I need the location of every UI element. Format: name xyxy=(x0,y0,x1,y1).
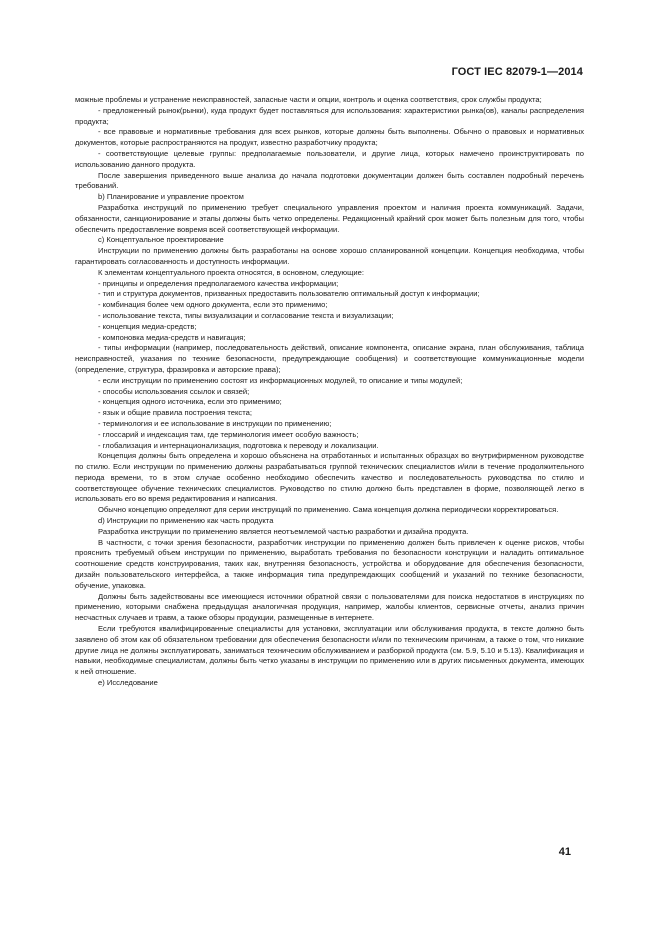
page-header-standard-code: ГОСТ IEC 82079-1—2014 xyxy=(451,66,583,78)
paragraph: Если требуются квалифицированные специалисты для установки, эксплуатации или обслуживания продукта, в тексте должно быть заявлено об этом как об обязательном требовании для обеспечения безопасности и/или по техническим причинам, а также о том, что никакие другие лица не должны эксплуатировать, заниматься техническим обслуживанием и разборкой продукта (см. 5.9, 5.10 и 5.13). Квалификация и навыки, необходимые специалистам, должны быть четко указаны в инструкции по применению или в других письменных документа, имеющих к ней отношение. xyxy=(75,624,584,677)
paragraph: b) Планирование и управление проектом xyxy=(98,192,244,202)
paragraph: В частности, с точки зрения безопасности, разработчик инструкции по применению должен быть привлечен к оценке рисков, чтобы прояснить требуемый объем инструкции по применению, выработать требования по безопасности конструкции и наладить оптимальное соотношение средств конструирования, таких как, внутренняя безопасность, устройства и оборудование для обеспечения безопасности, дизайн пользовательского интерфейса, а также информация типа предупреждающих сообщений и указаний по технике безопасности, обучение, упаковка. xyxy=(75,537,584,590)
paragraph: c) Концептуальное проектирование xyxy=(98,235,224,245)
paragraph: Инструкции по применению должны быть разработаны на основе хорошо спланированной концепции. Концепция необходима, чтобы гарантировать согласованность и доступность информации. xyxy=(75,246,584,266)
list-item: - принципы и определения предполагаемого качества информации; xyxy=(98,278,339,288)
paragraph: e) Исследование xyxy=(98,678,158,688)
list-item: - глоссарий и индексация там, где терминология имеет особую важность; xyxy=(98,429,359,439)
list-item: - тип и структура документов, призванных предоставить пользователю оптимальный доступ к информации; xyxy=(98,289,480,299)
list-item: - глобализация и интернационализация, подготовка к переводу и локализации. xyxy=(98,440,379,450)
paragraph: Разработка инструкций по применению требует специального управления проектом и наличия проекта коммуникаций. Задачи, обязанности, санкционирование и этапы должны быть четко определены. Редакционный крайний срок может быть полезным для того, чтобы обеспечить предоставление вовремя всей соответствующей информации. xyxy=(75,202,584,234)
list-item: - язык и общие правила построения текста; xyxy=(98,408,252,418)
list-item: - предложенный рынок(рынки), куда продукт будет поставляться для использования: характеристики рынка(ов), каналы распределения продукта; xyxy=(75,105,584,126)
paragraph: можные проблемы и устранение неисправностей, запасные части и опции, контроль и оценка соответствия, срок службы продукта; xyxy=(75,95,542,104)
list-item: - компоновка медиа-средств и навигация; xyxy=(98,332,246,342)
paragraph: Разработка инструкции по применению является неотъемлемой частью разработки и дизайна продукта. xyxy=(98,526,469,536)
list-item: - концепция одного источника, если это применимо; xyxy=(98,397,282,407)
paragraph: После завершения приведенного выше анализа до начала подготовки документации должен быть составлен подробный перечень требований. xyxy=(75,170,584,191)
list-item: - все правовые и нормативные требования для всех рынков, которые должны быть выполнены. Обычно о правовых и нормативных документов, которые распространяются на продукт, известно разработчику продукта; xyxy=(75,127,584,148)
list-item: - использование текста, типы визуализации и согласование текста и визуализации; xyxy=(98,310,394,320)
paragraph: Обычно концепцию определяют для серии инструкций по применению. Сама концепция должна периодически корректироваться. xyxy=(98,505,559,515)
list-item: - если инструкции по применению состоят из информационных модулей, то описание и типы модулей; xyxy=(98,375,463,385)
paragraph: d) Инструкции по применению как часть продукта xyxy=(98,516,274,526)
paragraph: Концепция должны быть определена и хорошо объяснена на отработанных и испытанных образцах во внутрифирменном руководстве по стилю. Если инструкции по применению должны разрабатываться группой технических специалистов и/или в течение продолжительного периода времени, то в этом случае особенно необходимо обеспечить качество и последовательность руководства по стилю и соответствующее обучение технических специалистов. Руководство по стилю должно быть представлен в форме, позволяющей легко в использовать его во время редактирования и написания. xyxy=(75,451,584,504)
list-item: - соответствующие целевые группы: предполагаемые пользователи, и другие лица, которых намечено проинструктировать по использованию данного продукта. xyxy=(75,148,584,169)
list-item: - комбинация более чем одного документа, если это применимо; xyxy=(98,300,328,310)
list-item: - типы информации (например, последовательность действий, описание компонента, описание экрана, план обслуживания, таблица неисправностей, указания по технике безопасности, предупреждающие сообщения) и соответствующие коммуникационные модели (определение, структура, фразировка и авторские права); xyxy=(75,343,584,374)
page-number: 41 xyxy=(558,846,571,858)
list-item: - способы использования ссылок и связей; xyxy=(98,386,250,396)
paragraph: К элементам концептуального проекта относятся, в основном, следующие: xyxy=(98,267,364,277)
paragraph: Должны быть задействованы все имеющиеся источники обратной связи с пользователями для поиска недостатков в инструкциях по применению, которыми снабжена предыдущая аналогичная продукция, например, жалобы клиентов, сервисные отчеты, анализ причин несчастных случаев и травм, а также обзоры продукции, размещенные в интернете. xyxy=(75,591,584,623)
list-item: - концепция медиа-средств; xyxy=(98,321,197,331)
document-body xyxy=(75,95,584,689)
list-item: - терминология и ее использование в инструкции по применению; xyxy=(98,418,332,428)
